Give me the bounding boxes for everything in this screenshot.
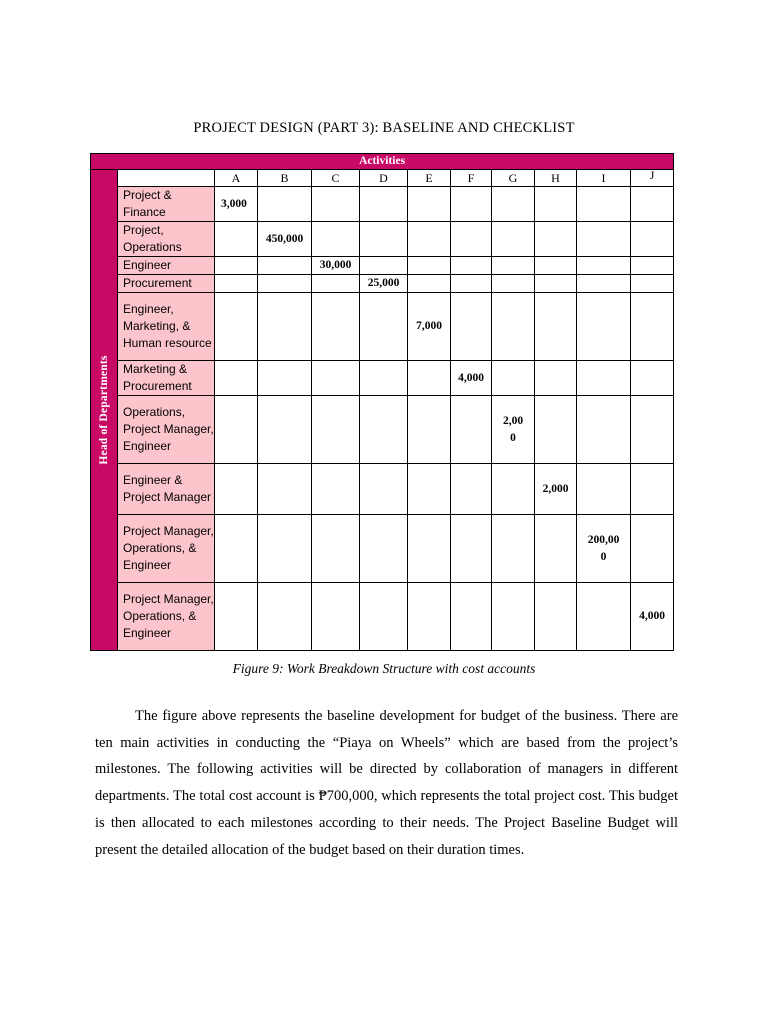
cost-cell-g: 2,00 0 <box>492 396 535 464</box>
department-cell: Procurement <box>118 275 215 293</box>
cost-cell-g <box>492 583 535 651</box>
cost-cell-c <box>312 187 360 222</box>
cost-cell-i <box>577 293 631 361</box>
cost-cell-i: 200,00 0 <box>577 515 631 583</box>
cost-cell-h <box>535 515 577 583</box>
table-row <box>91 222 674 257</box>
cost-cell-j: 4,000 <box>631 583 674 651</box>
corner-cell <box>118 170 215 187</box>
table-row <box>91 583 674 651</box>
cost-cell-e <box>408 583 451 651</box>
cost-cell-e <box>408 396 451 464</box>
table-row <box>91 464 674 515</box>
cost-cell-j <box>631 396 674 464</box>
cost-cell-d <box>360 396 408 464</box>
cost-cell-h <box>535 583 577 651</box>
cost-cell-d <box>360 515 408 583</box>
department-cell: Engineer & Project Manager <box>118 464 215 515</box>
column-header-f: F <box>451 170 492 187</box>
cost-cell-j <box>631 361 674 396</box>
department-cell: Project, Operations <box>118 222 215 257</box>
cost-cell-g <box>492 515 535 583</box>
cost-cell-a <box>215 396 258 464</box>
cost-cell-f <box>451 187 492 222</box>
cost-cell-j <box>631 187 674 222</box>
cost-cell-j <box>631 222 674 257</box>
cost-cell-d <box>360 293 408 361</box>
cost-cell-a <box>215 464 258 515</box>
cost-cell-c <box>312 293 360 361</box>
cost-cell-f <box>451 515 492 583</box>
cost-cell-b <box>258 293 312 361</box>
cost-cell-c <box>312 464 360 515</box>
cost-cell-h: 2,000 <box>535 464 577 515</box>
cost-cell-a <box>215 583 258 651</box>
cost-cell-h <box>535 187 577 222</box>
page-title: PROJECT DESIGN (PART 3): BASELINE AND CHECKLIST <box>193 120 575 136</box>
cost-cell-i <box>577 222 631 257</box>
cost-cell-i <box>577 464 631 515</box>
cost-cell-d <box>360 187 408 222</box>
cost-cell-g <box>492 361 535 396</box>
table-row <box>91 257 674 275</box>
cost-cell-d <box>360 361 408 396</box>
cost-cell-d <box>360 222 408 257</box>
cost-cell-f <box>451 222 492 257</box>
cost-cell-j <box>631 293 674 361</box>
cost-cell-i <box>577 187 631 222</box>
cost-cell-i <box>577 583 631 651</box>
cost-cell-h <box>535 396 577 464</box>
table-row <box>91 396 674 464</box>
table-row <box>91 515 674 583</box>
cost-cell-b <box>258 257 312 275</box>
cost-cell-f <box>451 583 492 651</box>
cost-cell-d <box>360 464 408 515</box>
cost-cell-e <box>408 187 451 222</box>
cost-cell-b <box>258 361 312 396</box>
table-row <box>91 361 674 396</box>
cost-cell-f <box>451 293 492 361</box>
head-of-departments-label <box>91 170 118 651</box>
cost-cell-h <box>535 361 577 396</box>
cost-cell-b <box>258 464 312 515</box>
cost-cell-b <box>258 515 312 583</box>
table-row <box>91 275 674 293</box>
cost-cell-a: 3,000 <box>215 187 258 222</box>
figure-caption: Figure 9: Work Breakdown Structure with cost accounts <box>232 661 536 676</box>
column-header-h: H <box>535 170 577 187</box>
cost-cell-c <box>312 396 360 464</box>
cost-cell-d: 25,000 <box>360 275 408 293</box>
cost-cell-a <box>215 275 258 293</box>
cost-cell-g <box>492 187 535 222</box>
cost-cell-g <box>492 275 535 293</box>
cost-cell-a <box>215 515 258 583</box>
cost-cell-f <box>451 275 492 293</box>
cost-cell-j <box>631 515 674 583</box>
column-header-a: A <box>215 170 258 187</box>
cost-cell-a <box>215 361 258 396</box>
cost-cell-c: 30,000 <box>312 257 360 275</box>
department-cell: Marketing & Procurement <box>118 361 215 396</box>
cost-cell-d <box>360 257 408 275</box>
cost-cell-b <box>258 275 312 293</box>
cost-cell-j <box>631 275 674 293</box>
cost-cell-e <box>408 464 451 515</box>
table-row <box>91 293 674 361</box>
cost-cell-e <box>408 361 451 396</box>
column-header-g: G <box>492 170 535 187</box>
column-header-c: C <box>312 170 360 187</box>
cost-cell-e <box>408 515 451 583</box>
cost-cell-g <box>492 222 535 257</box>
cost-cell-h <box>535 257 577 275</box>
cost-cell-f: 4,000 <box>451 361 492 396</box>
table-row <box>91 187 674 222</box>
cost-cell-c <box>312 515 360 583</box>
cost-cell-b <box>258 396 312 464</box>
activities-header: Activities <box>91 154 674 170</box>
cost-cell-c <box>312 222 360 257</box>
body-paragraph-text: The figure above represents the baseline development for budget of the business. There are ten main activities in conducting the “Piaya on Wheels” which are based from the project’s milestones. The following activities will be directed by collaboration of managers in different departments. The total cost account is ₱700,000, which represents the total project cost. This budget is then allocated to each milestones according to their needs. The Project Baseline Budget will present the detailed allocation of the budget based on their duration times. <box>95 708 678 858</box>
cost-cell-a <box>215 293 258 361</box>
column-header-d: D <box>360 170 408 187</box>
cost-cell-e <box>408 222 451 257</box>
cost-cell-a <box>215 222 258 257</box>
cost-cell-g <box>492 464 535 515</box>
cost-cell-i <box>577 275 631 293</box>
cost-cell-c <box>312 583 360 651</box>
department-cell: Engineer, Marketing, & Human resource <box>118 293 215 361</box>
cost-cell-b <box>258 187 312 222</box>
column-header-j: J <box>631 170 674 187</box>
cost-cell-g <box>492 257 535 275</box>
cost-cell-i <box>577 396 631 464</box>
cost-cell-h <box>535 222 577 257</box>
cost-cell-e <box>408 257 451 275</box>
cost-cell-a <box>215 257 258 275</box>
department-cell: Project Manager, Operations, & Engineer <box>118 515 215 583</box>
body-paragraph <box>95 703 678 863</box>
column-header-b: B <box>258 170 312 187</box>
cost-cell-i <box>577 257 631 275</box>
department-cell: Engineer <box>118 257 215 275</box>
cost-cell-e: 7,000 <box>408 293 451 361</box>
cost-cell-j <box>631 464 674 515</box>
cost-cell-c <box>312 275 360 293</box>
cost-cell-h <box>535 293 577 361</box>
wbs-table <box>90 153 674 651</box>
column-header-e: E <box>408 170 451 187</box>
cost-cell-b <box>258 583 312 651</box>
department-cell: Operations, Project Manager, Engineer <box>118 396 215 464</box>
department-cell: Project & Finance <box>118 187 215 222</box>
cost-cell-b: 450,000 <box>258 222 312 257</box>
column-header-i: I <box>577 170 631 187</box>
cost-cell-f <box>451 257 492 275</box>
cost-cell-f <box>451 464 492 515</box>
cost-cell-c <box>312 361 360 396</box>
cost-cell-f <box>451 396 492 464</box>
head-of-departments-text: Head of Departments <box>98 355 110 465</box>
cost-cell-d <box>360 583 408 651</box>
cost-cell-j <box>631 257 674 275</box>
cost-cell-h <box>535 275 577 293</box>
department-cell: Project Manager, Operations, & Engineer <box>118 583 215 651</box>
cost-cell-g <box>492 293 535 361</box>
cost-cell-i <box>577 361 631 396</box>
cost-cell-e <box>408 275 451 293</box>
